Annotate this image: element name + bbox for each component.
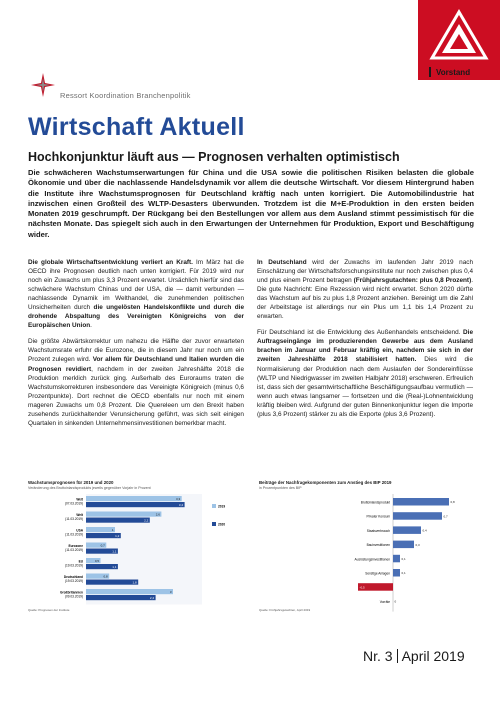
chart1-subtitle: Veränderung des Bruttoinlandsprodukts jeweils gegenüber Vorjahr in Prozent (28, 486, 151, 490)
chart1-value-label: 2,4 (149, 595, 155, 600)
left-p1-bold: Die globale Wirtschaftsentwicklung verliert an Kraft. (28, 259, 193, 266)
chart1-bar-2020 (86, 502, 185, 507)
left-p2-text2: , nachdem in der zweiten Jahreshälfte 2018 die Produktion merklich zurück ging. Außerhalb des Euroraums traten die Wachstumskorrekturen insbesondere das Vereinigte Königreich (minus 0,6 Prozentpunkte). Dort rechnet die OECD ebenfalls nur noch mit einem mageren Zuwachs um 0,8 Prozent. Die Quereleen um den Brexit haben zusehends zurückhaltender Verunsicherung geführt, was sich seit einigen Quartalen in sinkenden Unternehmensinvestitionen bemerkbar macht. (28, 365, 245, 427)
chart2-value-label: 0 (394, 599, 397, 604)
chart1-category-label: Deutschland (63, 575, 83, 579)
gdp-contribution-chart (253, 468, 481, 618)
ressort-star-icon (30, 72, 56, 98)
right-p2-text2: Dies wird die Normalisierung der Produktion nach dem Auslaufen der Sondereinflüsse (WLTP und Niedrigwasser im zweiten Halbjahr 2018) erschweren. Erfreulich ist, dass sich der gesamtwirtschaftliche Beschäftigungsaufbau vermutlich — wenn auch etwas langsamer — fortsetzen und die (Real-)Lohnentwicklung kräftig bleiben wird. Aufgrund der guten Binnenkonjunktur legen die Importe (plus 3,6 Prozent) stärker zu als die Exporte (plus 3,6 Prozent). (257, 356, 474, 418)
chart2-value-label: 0,7 (443, 514, 448, 519)
page-subtitle: Hochkonjunktur läuft aus — Prognosen verhalten optimistisch (28, 150, 400, 164)
chart1-category-label: USA (76, 528, 83, 533)
chart1-category-label: Eurozone (68, 544, 83, 548)
chart2-value-label: 0,8 (450, 500, 455, 505)
chart2-bar (393, 526, 421, 534)
chart1-category-date: (07.03.2019) (64, 501, 83, 506)
chart2-value-label: 0,1 (401, 571, 406, 576)
chart2-subtitle: in Prozentpunkten des BIP (259, 486, 302, 490)
chart1-bar-2019 (86, 512, 161, 517)
chart1-bar-2020 (86, 580, 138, 585)
chart2-category-label: Bauinvestitionen (366, 543, 390, 548)
left-paragraph-1 (28, 258, 244, 330)
left-p2-bold: Vor allem für Deutschland und Italien wurden die Prognosen revidiert (28, 356, 245, 373)
chart1-bar-2019 (86, 527, 115, 532)
chart2-category-label: Ausrüstungsinvestitionen (354, 557, 390, 562)
lead-paragraph: Die schwächeren Wachstumserwartungen für China und die USA sowie die politischen Risiken belasten die globale Ökonomie und über die nachlassende Handelsdynamik vor allem die deutsche Wirtschaft. Vor diesem Hintergrund haben die Institute ihre Wachstumsprognosen für Deutschland kräftig nach unten korrigiert. Die Automobilindustrie hat inzwischen einen Großteil des WLTP-Desasters überwunden. Trotzdem ist die M+E-Produktion in den ersten beiden Monaten 2019 geschrumpft. Der Rückgang bei den Bestellungen vor allem aus dem Ausland stimmt pessimistisch für die nächsten Monate. Das spiegelt sich auch in den Erwartungen der Unternehmen für Produktion, Export und Beschäftigung wider. (28, 168, 474, 239)
chart1-category-label: Welt (76, 513, 83, 517)
chart1-value-label: 1,2 (115, 533, 120, 538)
chart1-value-label: 0,7 (100, 543, 105, 548)
chart1-bar-2020 (86, 518, 150, 523)
chart1-category-label: Welt (76, 497, 83, 502)
chart1-legend-label: 2019 (218, 504, 226, 509)
chart1-bar-2019 (86, 589, 173, 594)
ressort-label: Ressort Koordination Branchenpolitik (60, 91, 191, 100)
chart1-source: Quelle: Prognosen der Institute (28, 608, 70, 612)
right-p1-text: wird der Zuwachs im laufenden Jahr 2019 nach Einschätzung der Wirtschaftsforschungsinstitute nur noch zwischen plus 0,4 und plus einem Prozent betragen (257, 259, 473, 285)
right-p2-text: Für Deutschland ist die Entwicklung des Außenhandels entscheidend. (257, 329, 464, 337)
chart2-value-label: 0,3 (415, 542, 420, 547)
page-title: Wirtschaft Aktuell (28, 113, 245, 141)
chart1-value-label: 3 (169, 589, 172, 594)
chart1-value-label: 3,4 (178, 502, 184, 507)
chart2-bar (393, 512, 442, 520)
right-paragraph-2 (257, 328, 473, 418)
issue-date: April 2019 (401, 648, 465, 664)
growth-forecast-chart (22, 468, 250, 618)
department-label: Vorstand (436, 68, 471, 77)
chart2-bar (393, 541, 414, 549)
chart1-value-label: 2,6 (155, 512, 160, 517)
chart1-category-date: (11.03.2019) (65, 517, 83, 521)
header-divider (429, 67, 431, 77)
chart2-category-label: Privater Konsum (366, 514, 390, 519)
chart1-bar-2020 (86, 595, 156, 600)
chart1-value-label: 1 (111, 527, 114, 532)
right-p2-bold: Die Auftragseingänge im produzierenden Gewerbe aus dem Ausland brachen im Januar und Februar kräftig ein, nachdem sie sich in der zweiten Jahreshälfte 2018 stabilisiert hatten. (257, 329, 473, 364)
chart2-value-label: 0,1 (401, 557, 406, 561)
right-p1-text2: . Die gute Nachricht: Eine Rezession wird nicht erwartet. Schon 2020 dürfte das Wachstum auf bis zu plus 1,8 Prozent anziehen. Bereinigt um die Zahl der Arbeitstage ist allerdings nur ein Plus um 1,1 bis 1,4 Prozent zu erwarten. (257, 277, 473, 321)
chart1-plot (22, 468, 250, 618)
chart1-value-label: 0,8 (103, 574, 108, 579)
chart2-bar (393, 498, 449, 506)
chart1-value-label: 3,3 (176, 496, 181, 501)
right-column (257, 258, 473, 426)
chart1-category-label: EU (78, 559, 83, 564)
chart2-category-label: Vorräte (379, 599, 390, 604)
chart1-category-date: (19.03.2019) (64, 563, 83, 568)
right-paragraph-1 (257, 258, 473, 321)
chart2-plot (253, 468, 481, 618)
right-p1-bold: In Deutschland (257, 259, 307, 266)
right-p1-bold2: (Frühjahrsgutachten: plus 0,8 Prozent) (353, 277, 472, 285)
chart1-category-date: (19.03.2019) (64, 579, 83, 583)
left-p1-text: Im März hat die OECD ihre Prognosen deutlich nach unten korrigiert. Für 2019 wird nur noch ein Zuwachs um plus 3,3 Prozent erwartet. Ursächlich hierfür sind das schwächere Wachstum Chinas und der USA, die — damit verbunden — nachlassende Dynamik im Welthandel, die zunehmenden politischen Unsicherheiten durch (28, 259, 244, 312)
issue-number: Nr. 3 (363, 648, 393, 664)
chart2-value-label: 0,4 (422, 528, 427, 533)
chart1-value-label: 2,2 (144, 518, 149, 523)
chart2-category-label: Sonstige Anlagen (365, 571, 390, 576)
logo-mark-icon (422, 6, 496, 68)
chart2-title: Beiträge der Nachfragekomponenten zum Anstieg des BIP 2019 (259, 480, 392, 485)
footer-separator (397, 649, 398, 663)
chart2-category-label: Staatsverbrauch (366, 528, 390, 533)
chart1-legend-label: 2020 (218, 522, 226, 527)
chart2-value-label: -0,5 (359, 585, 365, 590)
left-p1-end: . (90, 322, 92, 330)
left-column (28, 258, 244, 435)
chart1-legend-swatch (212, 504, 216, 508)
chart1-value-label: 1,8 (132, 580, 137, 585)
chart1-category-label: Großbritannien (59, 590, 83, 595)
chart1-category-date: (11.03.2019) (65, 532, 83, 537)
chart1-legend-swatch (212, 522, 216, 526)
chart2-bar (393, 555, 400, 563)
chart1-title: Wachstumsprognosen für 2019 und 2020 (28, 480, 114, 485)
issue-footer (363, 648, 465, 664)
chart1-value-label: 0,5 (94, 558, 99, 563)
chart2-category-label: Bruttoinlandsprodukt (360, 500, 390, 505)
left-paragraph-2 (28, 337, 244, 427)
left-p2-text: Die größte Abwärtskorrektur um nahezu die Hälfte der zuvor erwarteten Wachstumsrate erfuhr die Eurozone, die in diesem Jahr nur noch um ein Prozent zulegen wird. (28, 338, 244, 364)
left-p1-bold2: die ungelösten Handelskonflikte und durch die drohende Abspaltung des Vereinigten Königreichs von der Europäischen Union (28, 304, 245, 330)
chart1-category-date: (11.03.2019) (65, 548, 83, 552)
chart1-bar-2019 (86, 496, 182, 501)
chart1-value-label: 1,1 (112, 564, 117, 569)
chart2-bar (393, 569, 400, 577)
chart2-source: Quelle: Frühjahrsgutachten, April 2019 (259, 608, 311, 612)
chart1-category-date: (09.03.2019) (64, 594, 83, 599)
chart1-value-label: 1,1 (112, 549, 117, 554)
